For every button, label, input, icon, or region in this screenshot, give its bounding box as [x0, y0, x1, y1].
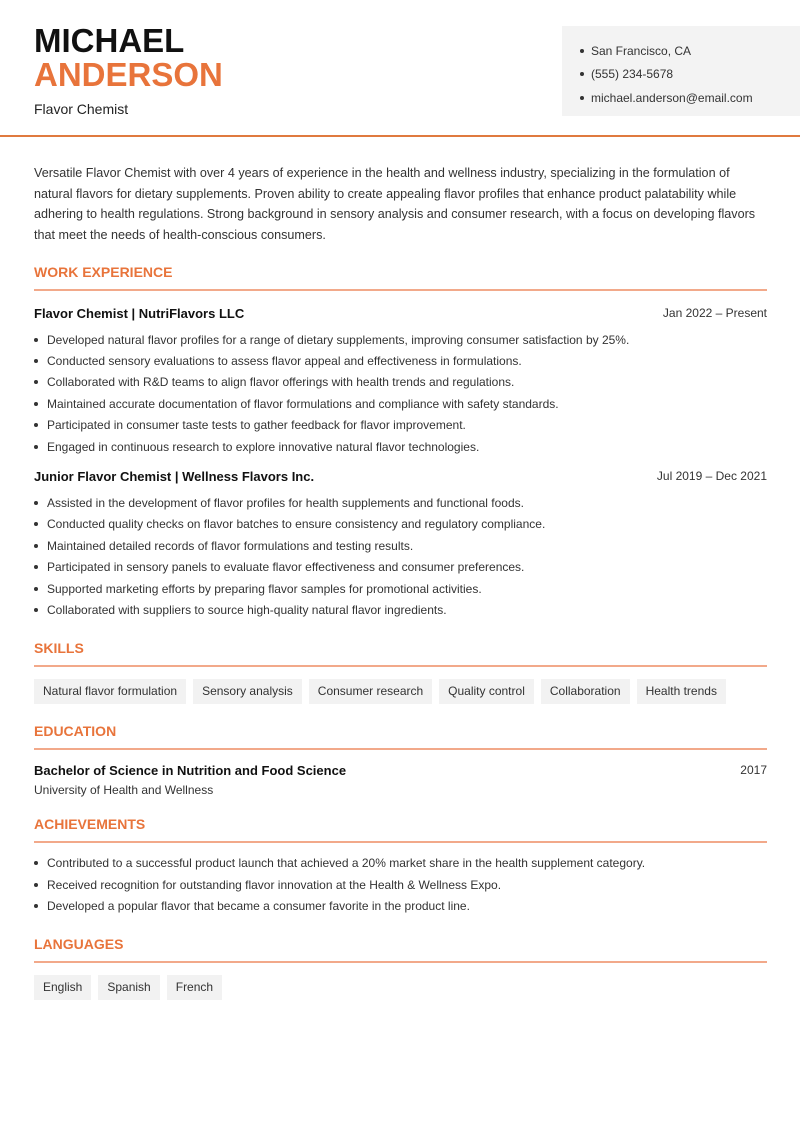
job-dates: Jul 2019 – Dec 2021	[656, 469, 767, 484]
list-item	[34, 853, 767, 874]
job-entry	[34, 466, 767, 620]
bullet-icon	[580, 72, 584, 76]
list-item	[34, 329, 767, 350]
bullet-text: Contributed to a successful product launch that achieved a 20% market share in the health supplement category.	[47, 856, 646, 871]
bullet-icon	[34, 861, 38, 865]
edu-degree: Bachelor of Science in Nutrition and Food Science	[34, 762, 347, 778]
list-item	[34, 436, 767, 457]
bullet-icon	[34, 587, 38, 591]
phone-text: (555) 234-5678	[591, 67, 674, 82]
job-title: Flavor Chemist	[34, 101, 129, 117]
bullet-text: Conducted quality checks on flavor batches to ensure consistency and regulatory compliance.	[47, 517, 546, 532]
bullet-text: Developed natural flavor profiles for a range of dietary supplements, improving consumer satisfaction by 25%.	[47, 332, 630, 347]
list-item	[34, 372, 767, 393]
list-item	[34, 874, 767, 895]
bullet-icon	[34, 904, 38, 908]
bullet-icon	[580, 96, 584, 100]
bullet-text: Maintained detailed records of flavor formulations and testing results.	[47, 538, 414, 553]
edu-school: University of Health and Wellness	[34, 782, 214, 797]
contact-box	[562, 26, 800, 116]
bullet-icon	[580, 49, 584, 53]
bullet-icon	[34, 565, 38, 569]
skill-tag: Sensory analysis	[193, 679, 302, 704]
contact-email	[580, 86, 800, 110]
list-item	[34, 535, 767, 556]
job-entry	[34, 303, 767, 457]
language-tag: English	[34, 975, 91, 1000]
contact-phone	[580, 63, 800, 87]
skill-tag: Health trends	[637, 679, 726, 704]
section-title: SKILLS	[34, 640, 767, 667]
section-education	[34, 723, 767, 797]
language-tags	[34, 975, 767, 1000]
bullet-text: Conducted sensory evaluations to assess flavor appeal and effectiveness in formulations.	[47, 354, 522, 369]
bullet-icon	[34, 423, 38, 427]
list-item	[34, 514, 767, 535]
bullet-text: Participated in consumer taste tests to gather feedback for flavor improvement.	[47, 418, 466, 433]
bullet-icon	[34, 522, 38, 526]
achievement-bullets	[34, 853, 767, 917]
list-item	[34, 350, 767, 371]
last-name: ANDERSON	[34, 56, 223, 93]
skill-tag: Consumer research	[309, 679, 432, 704]
skill-tag: Natural flavor formulation	[34, 679, 186, 704]
bullet-icon	[34, 338, 38, 342]
job-role: Junior Flavor Chemist | Wellness Flavors Inc.	[34, 468, 315, 484]
bullet-text: Maintained accurate documentation of flavor formulations and compliance with safety standards.	[47, 396, 559, 411]
section-languages	[34, 936, 767, 1000]
bullet-icon	[34, 608, 38, 612]
bullet-icon	[34, 359, 38, 363]
bullet-text: Developed a popular flavor that became a consumer favorite in the product line.	[47, 899, 470, 914]
section-title: ACHIEVEMENTS	[34, 816, 767, 843]
location-text: San Francisco, CA	[591, 43, 692, 58]
language-tag: French	[167, 975, 222, 1000]
job-bullets	[34, 329, 767, 457]
edu-year: 2017	[740, 762, 767, 777]
list-item	[34, 599, 767, 620]
skill-tag: Quality control	[439, 679, 534, 704]
bullet-icon	[34, 544, 38, 548]
resume-body	[34, 163, 767, 1000]
bullet-text: Received recognition for outstanding flavor innovation at the Health & Wellness Expo.	[47, 877, 502, 892]
bullet-icon	[34, 380, 38, 384]
bullet-icon	[34, 445, 38, 449]
bullet-text: Assisted in the development of flavor profiles for health supplements and functional foods.	[47, 496, 524, 511]
bullet-icon	[34, 402, 38, 406]
resume-header	[0, 0, 800, 137]
email-text: michael.anderson@email.com	[591, 90, 753, 105]
skill-tags	[34, 679, 767, 704]
list-item	[34, 492, 767, 513]
skill-tag: Collaboration	[541, 679, 630, 704]
job-role: Flavor Chemist | NutriFlavors LLC	[34, 305, 245, 321]
list-item	[34, 578, 767, 599]
contact-location	[580, 39, 800, 63]
bullet-text: Collaborated with R&D teams to align flavor offerings with health trends and regulations.	[47, 375, 515, 390]
list-item	[34, 415, 767, 436]
bullet-text: Engaged in continuous research to explore innovative natural flavor technologies.	[47, 439, 480, 454]
job-bullets	[34, 492, 767, 620]
bullet-icon	[34, 501, 38, 505]
section-title: EDUCATION	[34, 723, 767, 750]
bullet-icon	[34, 883, 38, 887]
list-item	[34, 895, 767, 916]
list-item	[34, 393, 767, 414]
section-title: LANGUAGES	[34, 936, 767, 963]
bullet-text: Supported marketing efforts by preparing flavor samples for promotional activities.	[47, 581, 482, 596]
list-item	[34, 557, 767, 578]
section-achievements	[34, 816, 767, 917]
language-tag: Spanish	[98, 975, 159, 1000]
name-block	[34, 24, 223, 117]
summary: Versatile Flavor Chemist with over 4 years of experience in the health and wellness industry, specializing in the formulation of natural flavors for dietary supplements. Proven ability to create appealing flavor profiles that enhance product palatability while adhering to health regulations. Strong background in sensory analysis and consumer research, with a focus on developing flavors that meet the needs of health-conscious consumers.	[34, 166, 756, 242]
section-work-experience	[34, 264, 767, 621]
bullet-text: Collaborated with suppliers to source high-quality natural flavor ingredients.	[47, 602, 447, 617]
section-skills	[34, 640, 767, 704]
job-dates: Jan 2022 – Present	[662, 306, 767, 320]
section-title: WORK EXPERIENCE	[34, 264, 767, 291]
bullet-text: Participated in sensory panels to evaluate flavor effectiveness and consumer preferences.	[47, 560, 525, 575]
first-name: MICHAEL	[34, 22, 185, 59]
